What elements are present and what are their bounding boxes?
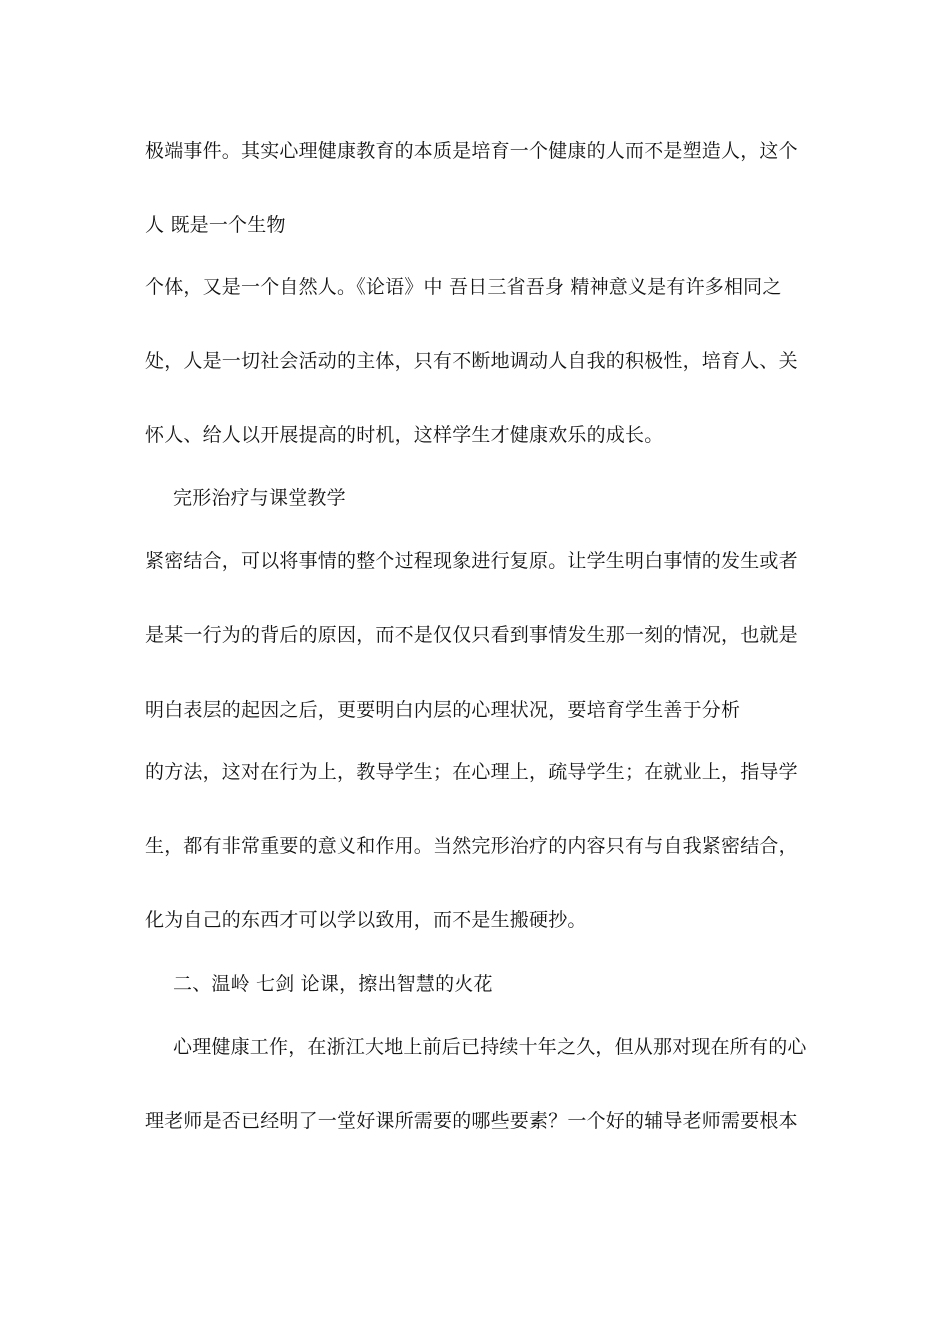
paragraph-line: 心理健康工作，在浙江大地上前后已持续十年之久，但从那对现在所有的心 bbox=[173, 1036, 807, 1058]
paragraph-line: 化为自己的东西才可以学以致用，而不是生搬硬抄。 bbox=[145, 909, 587, 931]
paragraph-line: 生，都有非常重要的意义和作用。当然完形治疗的内容只有与自我紧密结合， bbox=[145, 835, 798, 857]
paragraph-line: 怀人、给人以开展提高的时机，这样学生才健康欢乐的成长。 bbox=[145, 424, 664, 446]
paragraph-line: 是某一行为的背后的原因，而不是仅仅只看到事情发生那一刻的情况，也就是 bbox=[145, 624, 798, 646]
section-heading: 完形治疗与课堂教学 bbox=[173, 487, 346, 509]
paragraph-line: 紧密结合，可以将事情的整个过程现象进行复原。让学生明白事情的发生或者 bbox=[145, 550, 798, 572]
paragraph-line: 极端事件。其实心理健康教育的本质是培育一个健康的人而不是塑造人，这个 bbox=[145, 140, 798, 162]
paragraph-line: 人 既是一个生物 bbox=[145, 214, 286, 236]
paragraph-line: 的方法，这对在行为上，教导学生；在心理上，疏导学生；在就业上，指导学 bbox=[145, 761, 798, 783]
paragraph-line: 个体，又是一个自然人。《论语》中 吾日三省吾身 精神意义是有许多相同之 bbox=[145, 276, 782, 298]
paragraph-line: 明白表层的起因之后，更要明白内层的心理状况，要培育学生善于分析 bbox=[145, 699, 741, 721]
paragraph-line: 理老师是否已经明了一堂好课所需要的哪些要素？一个好的辅导老师需要根本 bbox=[145, 1110, 798, 1132]
section-heading: 二、温岭 七剑 论课，擦出智慧的火花 bbox=[173, 973, 493, 995]
paragraph-line: 处，人是一切社会活动的主体，只有不断地调动人自我的积极性，培育人、关 bbox=[145, 350, 798, 372]
